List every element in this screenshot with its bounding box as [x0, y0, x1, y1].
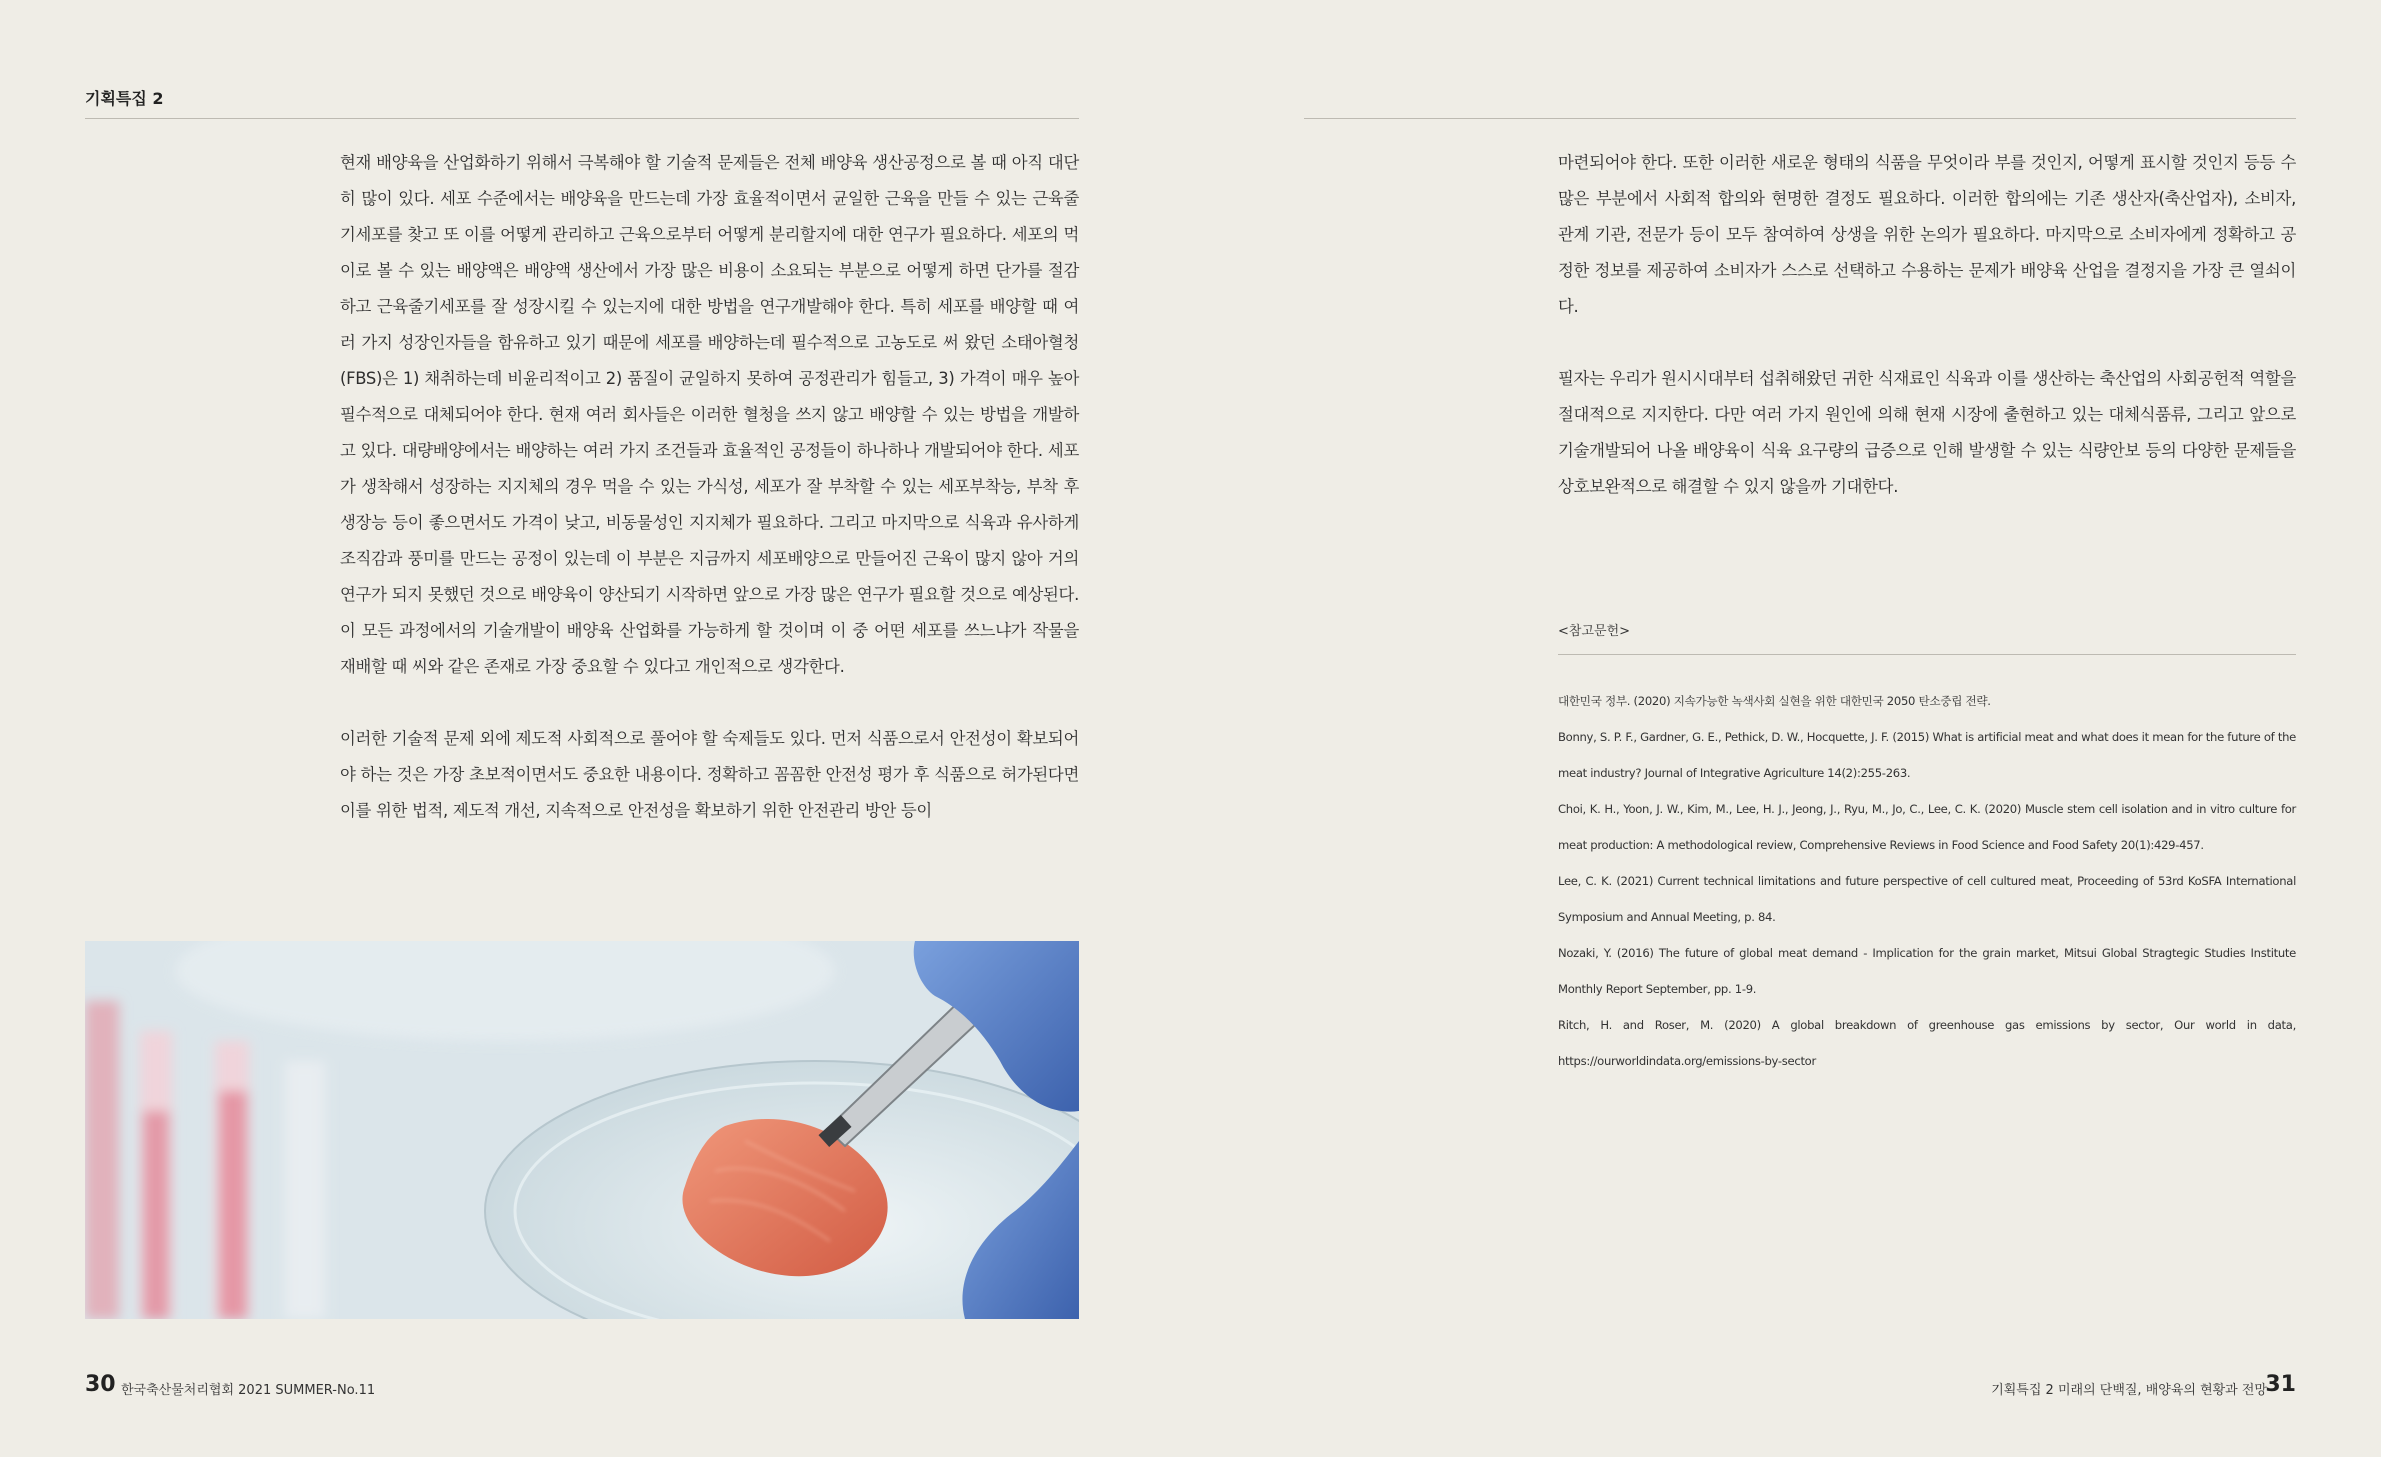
- body-paragraph: 현재 배양육을 산업화하기 위해서 극복해야 할 기술적 문제들은 전체 배양육 생산공정으로 볼 때 아직 대단히 많이 있다. 세포 수준에서는 배양육을 만드는데 가장 효율적이면서 균일한 근육을 만들 수 있는 근육줄기세포를 찾고 또 이를 어떻게 관리하고 근육으로부터 어떻게 분리할지에 대한 연구가 필요하다. 세포의 먹이로 볼 수 있는 배양액은 배양액 생산에서 가장 많은 비용이 소요되는 부분으로 어떻게 하면 단가를 절감하고 근육줄기세포를 잘 성장시킬 수 있는지에 대한 방법을 연구개발해야 한다. 특히 세포를 배양할 때 여러 가지 성장인자들을 함유하고 있기 때문에 세포를 배양하는데 필수적으로 고농도로 써 왔던 소태아혈청(FBS)은 1) 채취하는데 비윤리적이고 2) 품질이 균일하지 못하여 공정관리가 힘들고, 3) 가격이 매우 높아 필수적으로 대체되어야 한다. 현재 여러 회사들은 이러한 혈청을 쓰지 않고 배양할 수 있는 방법을 개발하고 있다. 대량배양에서는 배양하는 여러 가지 조건들과 효율적인 공정들이 하나하나 개발되어야 한다. 세포가 생착해서 성장하는 지지체의 경우 먹을 수 있는 가식성, 세포가 잘 부착할 수 있는 세포부착능, 부착 후 생장능 등이 좋으면서도 가격이 낮고, 비동물성인 지지체가 필요하다. 그리고 마지막으로 식육과 유사하게 조직감과 풍미를 만드는 공정이 있는데 이 부분은 지금까지 세포배양으로 만들어진 근육이 많지 않아 거의 연구가 되지 못했던 것으로 배양육이 양산되기 시작하면 앞으로 가장 많은 연구가 필요할 것으로 예상된다. 이 모든 과정에서의 기술개발이 배양육 산업화를 가능하게 할 것이며 이 중 어떤 세포를 쓰느냐가 작물을 재배할 때 씨와 같은 존재로 가장 중요할 수 있다고 개인적으로 생각한다.: [340, 153, 1079, 676]
- page-number-right: 31: [2265, 1372, 2296, 1397]
- left-body-column: [340, 145, 1079, 865]
- article-photo: [85, 941, 1079, 1319]
- reference-item: Nozaki, Y. (2016) The future of global meat demand - Implication for the grain market, Mitsui Global Stragtegic Studies Institute Monthly Report September, pp. 1-9.: [1558, 946, 2296, 996]
- body-paragraph: 필자는 우리가 원시시대부터 섭취해왔던 귀한 식재료인 식육과 이를 생산하는 축산업의 사회공헌적 역할을 절대적으로 지지한다. 다만 여러 가지 원인에 의해 현재 시장에 출현하고 있는 대체식품류, 그리고 앞으로 기술개발되어 나올 배양육이 식육 요구량의 급증으로 인해 발생할 수 있는 식량안보 등의 다양한 문제들을 상호보완적으로 해결할 수 있지 않을까 기대한다.: [1558, 369, 2296, 496]
- reference-item: 대한민국 정부. (2020) 지속가능한 녹색사회 실현을 위한 대한민국 2050 탄소중립 전략.: [1558, 694, 1991, 708]
- section-label: 기획특집 2: [85, 89, 164, 108]
- right-body-column: [1558, 145, 2296, 541]
- page-number-left: 30: [85, 1372, 116, 1397]
- body-paragraph: 이러한 기술적 문제 외에 제도적 사회적으로 풀어야 할 숙제들도 있다. 먼저 식품으로서 안전성이 확보되어야 하는 것은 가장 초보적이면서도 중요한 내용이다. 정확하고 꼼꼼한 안전성 평가 후 식품으로 허가된다면 이를 위한 법적, 제도적 개선, 지속적으로 안전성을 확보하기 위한 안전관리 방안 등이: [340, 729, 1079, 820]
- reference-item: Choi, K. H., Yoon, J. W., Kim, M., Lee, H. J., Jeong, J., Ryu, M., Jo, C., Lee, C. K. (2020) Muscle stem cell isolation and in vitro culture for meat production: A methodological review, Comprehensive Reviews in Food Science and Food Safety 20(1):429-457.: [1558, 802, 2296, 852]
- cultured-meat-photo: [85, 941, 1079, 1319]
- references-heading: <참고문헌>: [1558, 624, 1631, 639]
- footer-publication: 한국축산물처리협회 2021 SUMMER-No.11: [121, 1383, 376, 1398]
- references-rule: [1558, 654, 2296, 655]
- reference-item: Ritch, H. and Roser, M. (2020) A global breakdown of greenhouse gas emissions by sector, Our world in data, https://ourworldindata.org/emissions-by-sector: [1558, 1018, 2296, 1068]
- footer-article-title: 기획특집 2 미래의 단백질, 배양육의 현황과 전망: [1991, 1383, 2267, 1398]
- references-list: [1558, 683, 2296, 1079]
- reference-item: Bonny, S. P. F., Gardner, G. E., Pethick, D. W., Hocquette, J. F. (2015) What is artificial meat and what does it mean for the future of the meat industry? Journal of Integrative Agriculture 14(2):255-263.: [1558, 730, 2296, 780]
- reference-item: Lee, C. K. (2021) Current technical limitations and future perspective of cell cultured meat, Proceeding of 53rd KoSFA International Symposium and Annual Meeting, p. 84.: [1558, 874, 2296, 924]
- body-paragraph: 마련되어야 한다. 또한 이러한 새로운 형태의 식품을 무엇이라 부를 것인지, 어떻게 표시할 것인지 등등 수많은 부분에서 사회적 합의와 현명한 결정도 필요하다. 이러한 합의에는 기존 생산자(축산업자), 소비자, 관계 기관, 전문가 등이 모두 참여하여 상생을 위한 논의가 필요하다. 마지막으로 소비자에게 정확하고 공정한 정보를 제공하여 소비자가 스스로 선택하고 수용하는 문제가 배양육 산업을 결정지을 가장 큰 열쇠이다.: [1558, 153, 2296, 316]
- header-rule-left: [85, 118, 1079, 119]
- header-rule-right: [1304, 118, 2296, 119]
